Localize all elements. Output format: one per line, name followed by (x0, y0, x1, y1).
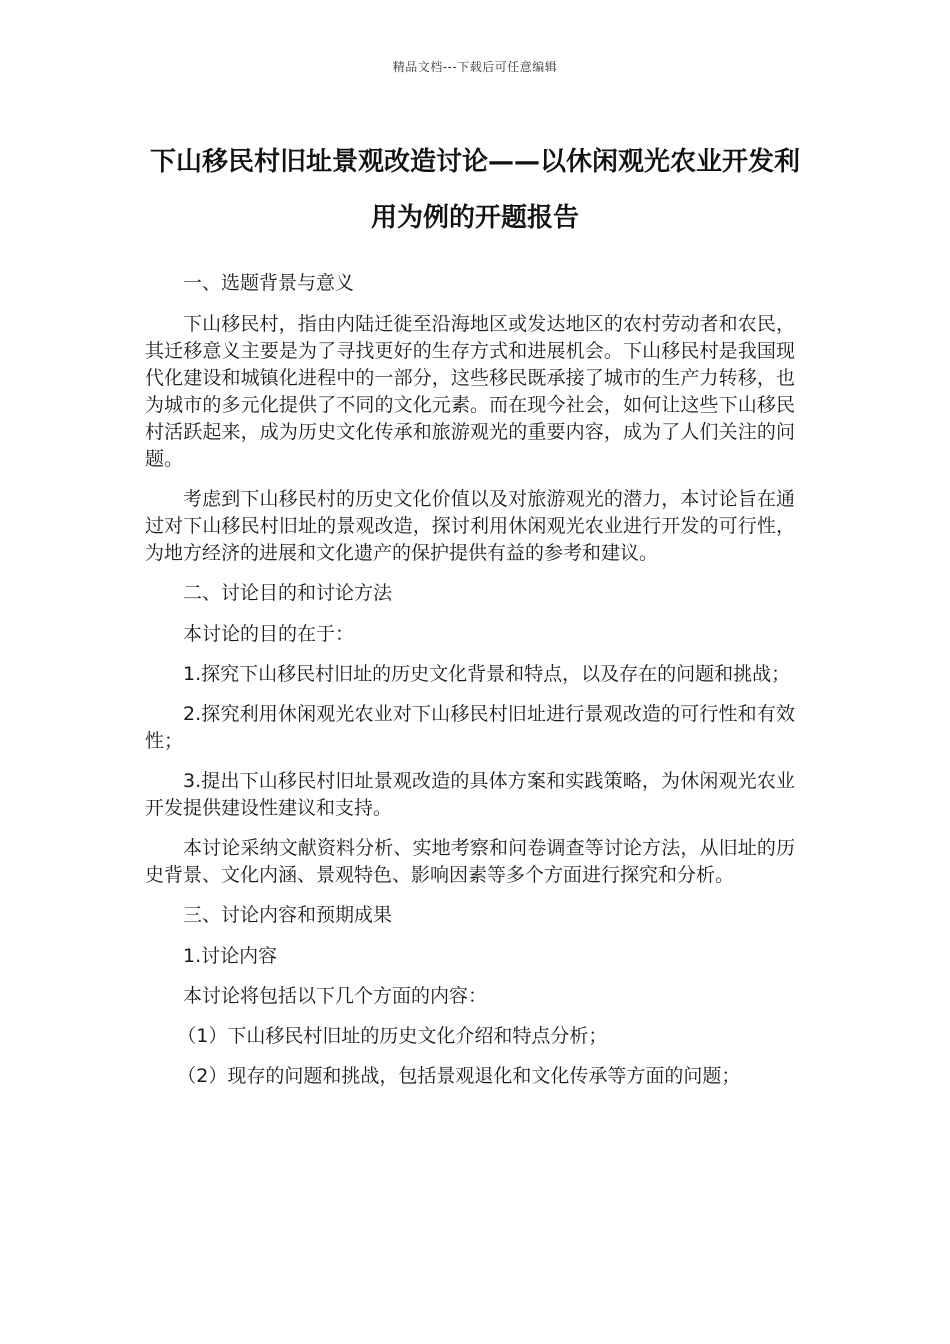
section-heading-1: 一、选题背景与意义 (183, 272, 355, 294)
paragraph-aims-intro: 本讨论的目的在于： (183, 623, 355, 645)
paragraph-purpose: 考虑到下山移民村的历史文化价值以及对旅游观光的潜力，本讨论旨在通过对下山移民村旧址的景观改造，探讨利用休闲观光农业进行开发的可行性，为地方经济的进展和文化遗产的保护提供有益的参考和建议。 (145, 488, 795, 564)
subheading-content: 1.讨论内容 (183, 945, 278, 967)
paragraph-background: 下山移民村，指由内陆迁徙至沿海地区或发达地区的农村劳动者和农民，其迁移意义主要是为了寻找更好的生存方式和进展机会。下山移民村是我国现代化建设和城镇化进程中的一部分，这些移民既承接了城市的生产力转移，也为城市的多元化提供了不同的文化元素。而在现今社会，如何让这些下山移民村活跃起来，成为历史文化传承和旅游观光的重要内容，成为了人们关注的问题。 (145, 313, 795, 470)
paragraph-methods: 本讨论采纳文献资料分析、实地考察和问卷调查等讨论方法，从旧址的历史背景、文化内涵、景观特色、影响因素等多个方面进行探究和分析。 (145, 837, 795, 886)
page-header: 精品文档---下载后可任意编辑 (392, 60, 558, 74)
section-heading-2: 二、讨论目的和讨论方法 (183, 582, 393, 604)
document-body (145, 270, 795, 1103)
paragraph-content-intro: 本讨论将包括以下几个方面的内容： (183, 985, 488, 1007)
section-heading-3: 三、讨论内容和预期成果 (183, 904, 393, 926)
content-item-2: （2）现存的问题和挑战，包括景观退化和文化传承等方面的问题； (177, 1065, 741, 1087)
aim-item-2: 2.探究利用休闲观光农业对下山移民村旧址进行景观改造的可行性和有效性； (145, 703, 795, 752)
aim-item-3: 3.提出下山移民村旧址景观改造的具体方案和实践策略，为休闲观光农业开发提供建设性建议和支持。 (145, 770, 795, 819)
content-item-1: （1）下山移民村旧址的历史文化介绍和特点分析； (177, 1025, 608, 1047)
aim-item-1: 1.探究下山移民村旧址的历史文化背景和特点，以及存在的问题和挑战； (183, 663, 791, 685)
document-title: 下山移民村旧址景观改造讨论——以休闲观光农业开发利用为例的开题报告 (149, 147, 800, 233)
